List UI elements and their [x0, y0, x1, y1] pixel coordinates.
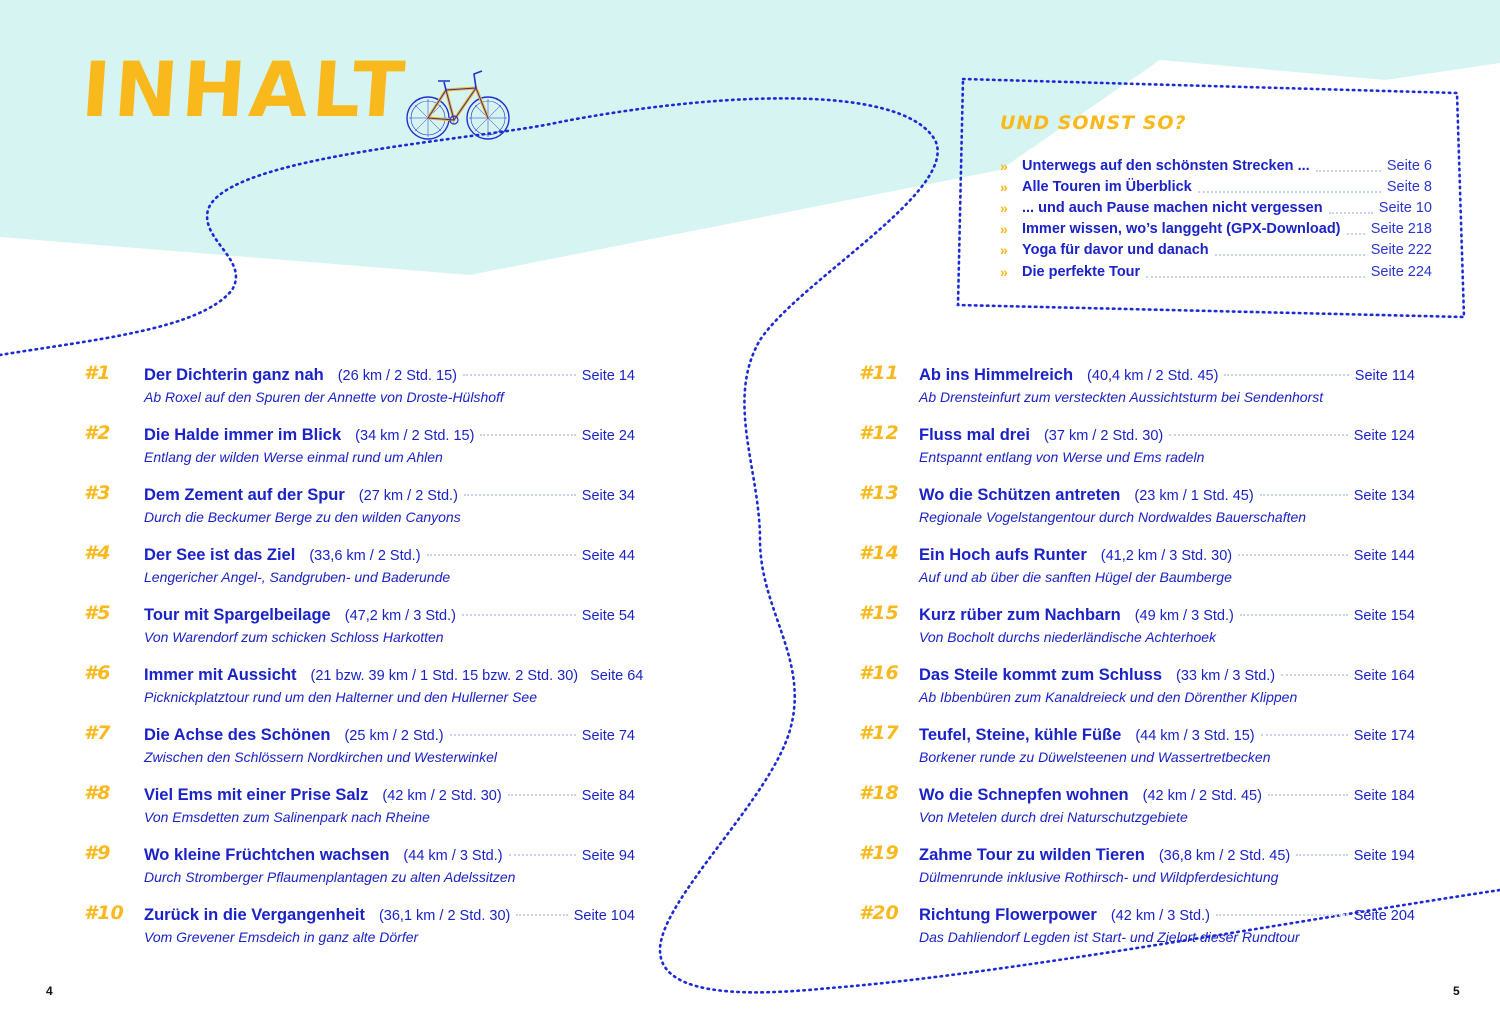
tour-title: Immer mit Aussicht [144, 666, 297, 684]
others-item[interactable] [1000, 261, 1432, 282]
tour-entry[interactable] [859, 721, 1415, 781]
tour-header-line [144, 726, 635, 745]
tour-page: Seite 64 [590, 668, 644, 684]
leader-dots [1215, 254, 1365, 256]
others-item-label: ... und auch Pause machen nicht vergessen [1022, 199, 1323, 216]
leader-dots [1238, 554, 1348, 556]
tour-title: Dem Zement auf der Spur [144, 486, 345, 504]
tour-title: Ab ins Himmelreich [919, 366, 1074, 384]
tour-title: Wo die Schützen antreten [919, 486, 1121, 504]
leader-dots [462, 614, 576, 616]
tour-subtitle: Auf und ab über die sanften Hügel der Baumberge [919, 569, 1232, 585]
others-item[interactable] [1000, 197, 1432, 218]
tour-entry[interactable] [84, 781, 635, 841]
tour-page: Seite 104 [573, 908, 635, 924]
tour-subtitle: Vom Grevener Emsdeich in ganz alte Dörfer [144, 929, 419, 945]
tour-number: #13 [859, 482, 899, 504]
tour-distance: (27 km / 2 Std.) [358, 488, 458, 504]
tour-subtitle: Von Metelen durch drei Naturschutzgebiete [919, 809, 1188, 825]
leader-dots [1281, 674, 1348, 676]
leader-dots [1268, 794, 1348, 796]
tour-header-line [919, 606, 1415, 625]
tour-distance: (37 km / 2 Std. 30) [1043, 428, 1164, 444]
others-item-page: Seite 224 [1370, 263, 1432, 280]
leader-dots [516, 914, 567, 916]
leader-dots [1224, 374, 1348, 376]
others-item-page: Seite 10 [1378, 199, 1432, 216]
tour-distance: (36,1 km / 2 Std. 30) [378, 908, 511, 924]
leader-dots [1198, 191, 1381, 193]
tour-subtitle: Regionale Vogelstangentour durch Nordwaldes Bauerschaften [919, 509, 1307, 525]
tour-subtitle: Ab Ibbenbüren zum Kanaldreieck und den Dörenther Klippen [919, 689, 1298, 705]
tour-title: Kurz rüber zum Nachbarn [919, 606, 1121, 624]
tour-header-line [919, 546, 1415, 565]
tour-header-line [144, 666, 644, 685]
others-list [1000, 155, 1432, 282]
tour-title: Ein Hoch aufs Runter [919, 546, 1087, 564]
double-chevron-icon: » [1000, 263, 1008, 280]
tour-page: Seite 14 [581, 368, 635, 384]
tour-page: Seite 164 [1353, 668, 1415, 684]
tour-entry[interactable] [859, 661, 1415, 721]
tour-header-line [919, 786, 1415, 805]
page-number-right: 5 [1453, 984, 1460, 998]
others-item-page: Seite 218 [1370, 221, 1432, 238]
leader-dots [1216, 914, 1348, 916]
tour-entry[interactable] [859, 421, 1415, 481]
leader-dots [1329, 212, 1373, 214]
tour-title: Zahme Tour zu wilden Tieren [919, 846, 1145, 864]
tour-title: Wo kleine Früchtchen wachsen [144, 846, 390, 864]
tour-distance: (33,6 km / 2 Std.) [309, 548, 421, 564]
tour-entry[interactable] [859, 541, 1415, 601]
tour-distance: (36,8 km / 2 Std. 45) [1158, 848, 1291, 864]
tour-page: Seite 134 [1353, 488, 1415, 504]
tour-entry[interactable] [84, 721, 635, 781]
leader-dots [1347, 233, 1365, 235]
tour-header-line [144, 906, 635, 925]
tour-page: Seite 84 [581, 788, 635, 804]
others-item[interactable] [1000, 176, 1432, 197]
tour-subtitle: Picknickplatztour rund um den Halterner und den Hullerner See [144, 689, 537, 705]
tour-page: Seite 54 [581, 608, 635, 624]
tour-distance: (23 km / 1 Std. 45) [1134, 488, 1254, 504]
tour-entry[interactable] [84, 661, 644, 721]
tour-subtitle: Entlang der wilden Werse einmal rund um Ahlen [144, 449, 443, 465]
others-item[interactable] [1000, 240, 1432, 261]
leader-dots [1296, 854, 1348, 856]
page-number-left: 4 [46, 984, 53, 998]
others-item-label: Unterwegs auf den schönsten Strecken ... [1022, 157, 1310, 174]
tour-page: Seite 114 [1354, 368, 1415, 384]
tour-title: Teufel, Steine, kühle Füße [919, 726, 1122, 744]
leader-dots [1169, 434, 1347, 436]
tour-distance: (34 km / 2 Std. 15) [355, 428, 475, 444]
tour-title: Der Dichterin ganz nah [144, 366, 324, 384]
others-item-label: Immer wissen, wo’s langgeht (GPX-Download) [1022, 221, 1341, 238]
tour-entry[interactable] [84, 421, 635, 481]
tour-distance: (26 km / 2 Std. 15) [337, 368, 457, 384]
tour-number: #3 [84, 482, 111, 504]
tour-entry[interactable] [84, 841, 635, 901]
tour-distance: (41,2 km / 3 Std. 30) [1100, 548, 1233, 564]
tour-number: #7 [84, 722, 111, 744]
tour-header-line [919, 666, 1415, 685]
tour-page: Seite 194 [1353, 848, 1415, 864]
others-item-page: Seite 222 [1370, 242, 1432, 259]
tour-number: #6 [84, 662, 111, 684]
leader-dots [508, 794, 576, 796]
tour-header-line [144, 426, 635, 445]
tour-title: Die Achse des Schönen [144, 726, 331, 744]
tour-page: Seite 144 [1353, 548, 1415, 564]
tour-page: Seite 44 [581, 548, 635, 564]
leader-dots [427, 554, 576, 556]
double-chevron-icon: » [1000, 199, 1008, 216]
others-item-page: Seite 6 [1386, 157, 1432, 174]
others-item[interactable] [1000, 219, 1432, 240]
bicycle-icon [402, 66, 514, 142]
tour-number: #4 [84, 542, 111, 564]
tour-entry[interactable] [84, 361, 635, 421]
tour-page: Seite 184 [1353, 788, 1415, 804]
leader-dots [480, 434, 575, 436]
tour-entry[interactable] [859, 481, 1415, 541]
tour-distance: (42 km / 2 Std. 45) [1142, 788, 1262, 804]
tour-number: #8 [84, 782, 111, 804]
tour-subtitle: Dülmenrunde inklusive Rothirsch- und Wildpferdesichtung [919, 869, 1279, 885]
leader-dots [1146, 276, 1365, 278]
tour-entry[interactable] [84, 541, 635, 601]
tour-entry[interactable] [859, 361, 1415, 421]
tour-number: #11 [859, 362, 899, 384]
tour-page: Seite 94 [581, 848, 635, 864]
leader-dots [464, 494, 576, 496]
tour-header-line [144, 546, 635, 565]
tour-header-line [919, 366, 1415, 385]
tour-subtitle: Lengericher Angel-, Sandgruben- und Baderunde [144, 569, 451, 585]
tour-header-line [919, 726, 1415, 745]
tour-header-line [144, 606, 635, 625]
tour-header-line [919, 426, 1415, 445]
others-title: UND SONST SO? [1000, 112, 1187, 134]
tour-subtitle: Von Bocholt durchs niederländische Achterhoek [919, 629, 1217, 645]
tour-title: Wo die Schnepfen wohnen [919, 786, 1129, 804]
leader-dots [1260, 494, 1348, 496]
tour-entry[interactable] [84, 901, 635, 961]
tour-entry[interactable] [84, 601, 635, 661]
page-title: INHALT [78, 45, 412, 134]
tour-header-line [144, 786, 635, 805]
tour-number: #1 [84, 362, 111, 384]
others-item-label: Yoga für davor und danach [1022, 242, 1209, 259]
tour-subtitle: Ab Roxel auf den Spuren der Annette von Droste-Hülshoff [144, 389, 504, 405]
tour-page: Seite 124 [1353, 428, 1415, 444]
leader-dots [450, 734, 576, 736]
tour-number: #16 [859, 662, 899, 684]
tour-subtitle: Zwischen den Schlössern Nordkirchen und Westerwinkel [144, 749, 498, 765]
tour-title: Richtung Flowerpower [919, 906, 1097, 924]
tour-number: #12 [859, 422, 899, 444]
tour-subtitle: Durch die Beckumer Berge zu den wilden Canyons [144, 509, 461, 525]
tour-header-line [919, 486, 1415, 505]
tour-distance: (44 km / 3 Std. 15) [1135, 728, 1255, 744]
double-chevron-icon: » [1000, 178, 1008, 195]
tour-number: #5 [84, 602, 111, 624]
tour-page: Seite 34 [581, 488, 635, 504]
tour-title: Fluss mal drei [919, 426, 1030, 444]
tour-subtitle: Das Dahliendorf Legden ist Start- und Zielort dieser Rundtour [919, 929, 1300, 945]
tour-entry[interactable] [84, 481, 635, 541]
tour-header-line [144, 366, 635, 385]
leader-dots [1316, 170, 1381, 172]
tour-subtitle: Von Warendorf zum schicken Schloss Harkotten [144, 629, 444, 645]
others-item-label: Alle Touren im Überblick [1022, 178, 1192, 195]
tour-number: #2 [84, 422, 111, 444]
tour-distance: (21 bzw. 39 km / 1 Std. 15 bzw. 2 Std. 30) [310, 668, 579, 684]
tour-distance: (33 km / 3 Std.) [1176, 668, 1276, 684]
tour-subtitle: Entspannt entlang von Werse und Ems radeln [919, 449, 1205, 465]
tour-entry[interactable] [859, 601, 1415, 661]
leader-dots [509, 854, 576, 856]
others-item[interactable] [1000, 155, 1432, 176]
tour-page: Seite 24 [581, 428, 635, 444]
double-chevron-icon: » [1000, 157, 1008, 174]
tour-distance: (40,4 km / 2 Std. 45) [1087, 368, 1219, 384]
tour-number: #19 [859, 842, 899, 864]
double-chevron-icon: » [1000, 242, 1008, 259]
tour-page: Seite 174 [1353, 728, 1415, 744]
others-item-page: Seite 8 [1386, 178, 1432, 195]
leader-dots [463, 374, 576, 376]
tour-header-line [919, 906, 1415, 925]
tour-title: Das Steile kommt zum Schluss [919, 666, 1162, 684]
others-item-label: Die perfekte Tour [1022, 263, 1141, 280]
tour-distance: (42 km / 2 Std. 30) [382, 788, 502, 804]
tour-number: #20 [859, 902, 899, 924]
tour-distance: (25 km / 2 Std.) [344, 728, 444, 744]
tour-distance: (42 km / 3 Std.) [1110, 908, 1210, 924]
tour-title: Die Halde immer im Blick [144, 426, 342, 444]
tour-subtitle: Von Emsdetten zum Salinenpark nach Rheine [144, 809, 430, 825]
tour-page: Seite 154 [1353, 608, 1415, 624]
tour-subtitle: Borkener runde zu Düwelsteenen und Wassertretbecken [919, 749, 1271, 765]
tour-entry[interactable] [859, 901, 1415, 961]
tour-page: Seite 74 [581, 728, 635, 744]
tour-title: Der See ist das Ziel [144, 546, 296, 564]
leader-dots [1240, 614, 1348, 616]
tour-distance: (49 km / 3 Std.) [1134, 608, 1234, 624]
tour-number: #10 [84, 902, 124, 924]
tour-title: Tour mit Spargelbeilage [144, 606, 331, 624]
tour-page: Seite 204 [1353, 908, 1415, 924]
tour-header-line [144, 486, 635, 505]
tour-number: #17 [859, 722, 899, 744]
tour-entry[interactable] [859, 781, 1415, 841]
tour-title: Zurück in die Vergangenheit [144, 906, 365, 924]
tour-number: #18 [859, 782, 899, 804]
leader-dots [1261, 734, 1348, 736]
tour-number: #9 [84, 842, 111, 864]
tour-entry[interactable] [859, 841, 1415, 901]
tour-title: Viel Ems mit einer Prise Salz [144, 786, 369, 804]
double-chevron-icon: » [1000, 221, 1008, 238]
tour-distance: (47,2 km / 3 Std.) [344, 608, 456, 624]
tour-number: #14 [859, 542, 899, 564]
tour-subtitle: Durch Stromberger Pflaumenplantagen zu alten Adelssitzen [144, 869, 516, 885]
tour-number: #15 [859, 602, 899, 624]
tour-distance: (44 km / 3 Std.) [403, 848, 503, 864]
tour-header-line [144, 846, 635, 865]
tour-header-line [919, 846, 1415, 865]
tour-subtitle: Ab Drensteinfurt zum versteckten Aussichtsturm bei Sendenhorst [919, 389, 1324, 405]
